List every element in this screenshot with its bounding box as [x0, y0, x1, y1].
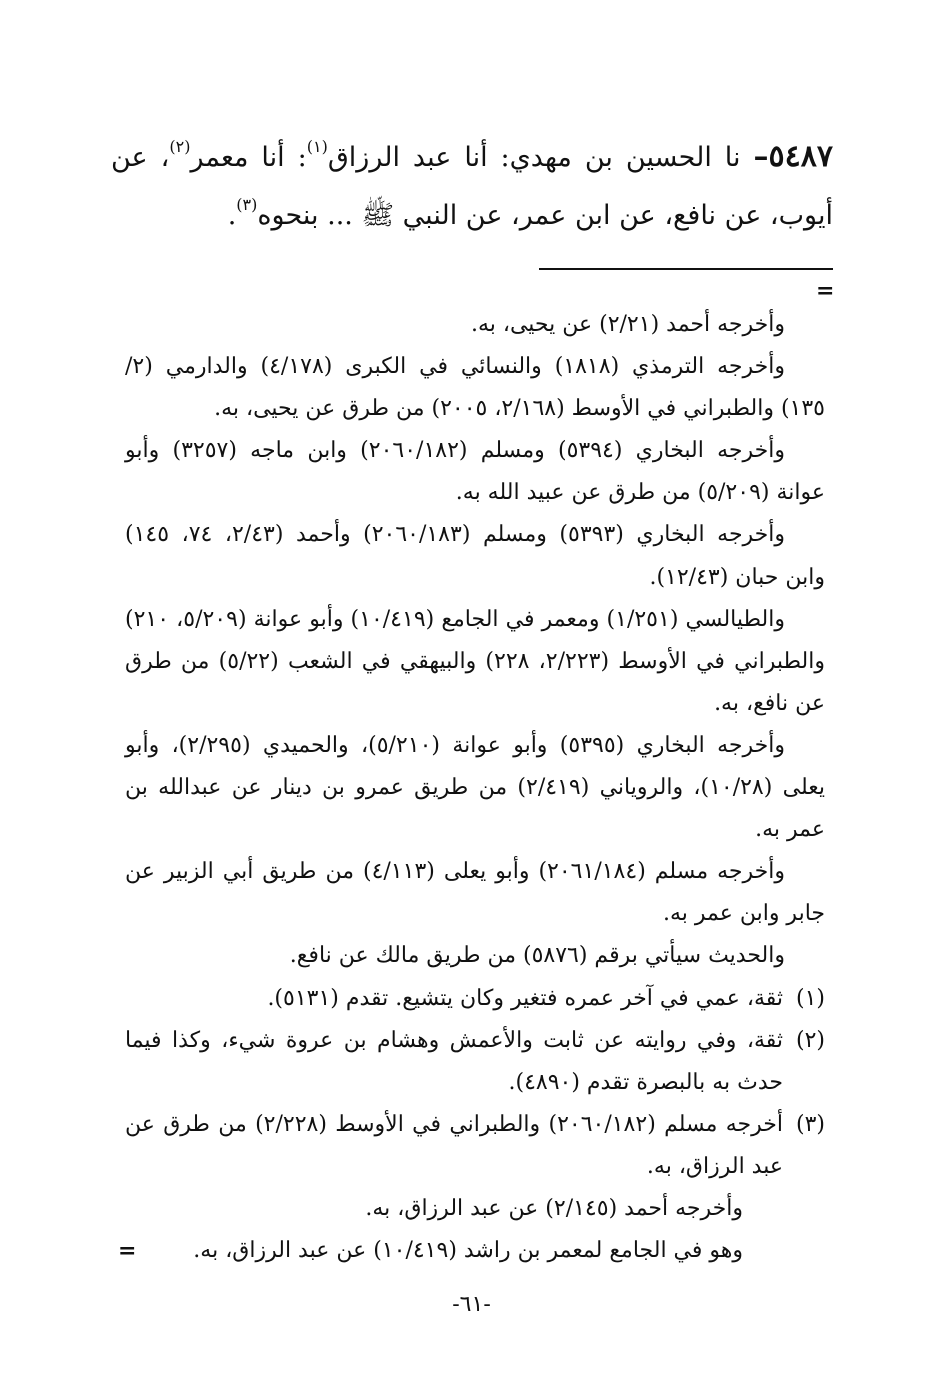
footnote-3-continuation: وهو في الجامع لمعمر بن راشد (١٠/٤١٩) عن عبد الرزاق، به.	[193, 1238, 743, 1264]
continuation-mark-top: =	[816, 278, 835, 304]
footnote-number: (٣)	[795, 1111, 825, 1137]
footnote-3-continuation: وأخرجه أحمد (٢/١٤٥) عن عبد الرزاق، به.	[365, 1195, 743, 1221]
continuation-paragraph: والحديث سيأتي برقم (٥٨٧٦) من طريق مالك عن نافع.	[289, 943, 785, 969]
footnote-ref-1: (١)	[306, 137, 328, 156]
footnotes-area	[125, 304, 825, 1272]
footnote-separator-rule	[539, 268, 833, 270]
hadith-end: .	[227, 200, 237, 231]
continuation-paragraph: وأخرجه مسلم (٢٠٦١/١٨٤) وأبو يعلى (٤/١١٣) من طريق أبي الزبير عن جابر وابن عمر به.	[125, 859, 825, 927]
hadith-text	[111, 128, 833, 245]
footnote-3	[125, 1104, 825, 1188]
footnote-2	[125, 1020, 825, 1104]
footnote-number: (٢)	[795, 1027, 825, 1053]
continuation-paragraph: وأخرجه البخاري (٥٣٩٤) ومسلم (٢٠٦٠/١٨٢) وابن ماجه (٣٢٥٧) وأبو عوانة (٥/٢٠٩) من طرق عن عبيد الله به.	[125, 438, 825, 506]
footnote-text: أخرجه مسلم (٢٠٦٠/١٨٢) والطبراني في الأوسط (٢/٢٢٨) من طرق عن عبد الرزاق، به.	[125, 1111, 783, 1179]
footnote-ref-3: (٣)	[236, 195, 258, 214]
hadith-chain-part3: ، عن أيوب، عن نافع، عن ابن عمر، عن النبي ﷺ ... بنحوه	[111, 142, 833, 231]
continuation-paragraph: والطيالسي (١/٢٥١) ومعمر في الجامع (١٠/٤١٩) وأبو عوانة (٥/٢٠٩، ٢١٠) والطبراني في الأوسط (٢/٢٢٣، ٢٢٨) والبيهقي في الشعب (٥/٢٢) من طرق عن نافع، به.	[125, 606, 826, 716]
hadith-chain-part2: : أنا معمر	[190, 142, 307, 173]
continuation-paragraph: وأخرجه الترمذي (١٨١٨) والنسائي في الكبرى (٤/١٧٨) والدارمي (٢/ ١٣٥) والطبراني في الأوسط (٢/١٦٨، ٢٠٠٥) من طرق عن يحيى، به.	[125, 354, 825, 422]
footnote-text: ثقة، وفي روايته عن ثابت والأعمش وهشام بن عروة شيء، وكذا فيما حدث به بالبصرة تقدم (٤٨٩٠).	[125, 1027, 783, 1095]
footnote-1	[125, 978, 825, 1020]
hadith-paragraph	[111, 128, 833, 245]
continuation-paragraph: وأخرجه البخاري (٥٣٩٥) وأبو عوانة (٥/٢١٠)، والحميدي (٢/٢٩٥)، وأبو يعلى (١٠/٢٨)، والروياني (٢/٤١٩) من طريق عمرو بن دينار عن عبدالله بن عمر به.	[125, 732, 825, 843]
continuation-paragraph: وأخرجه البخاري (٥٣٩٣) ومسلم (٢٠٦٠/١٨٣) وأحمد (٢/٤٣، ٧٤، ١٤٥) وابن حبان (١٢/٤٣).	[125, 522, 825, 590]
footnote-text: ثقة، عمي في آخر عمره فتغير وكان يتشيع. تقدم (٥١٣١).	[267, 985, 783, 1011]
hadith-chain-part1: نا الحسين بن مهدي: أنا عبد الرزاق	[327, 142, 741, 173]
page-number: -٦١-	[452, 1292, 491, 1317]
footnote-ref-2: (٢)	[169, 137, 191, 156]
continuation-mark-bottom: =	[118, 1238, 137, 1264]
hadith-number: ٥٤٨٧–	[753, 139, 833, 174]
continuation-paragraph: وأخرجه أحمد (٢/٢١) عن يحيى، به.	[470, 312, 785, 337]
footnote-number: (١)	[795, 985, 825, 1011]
